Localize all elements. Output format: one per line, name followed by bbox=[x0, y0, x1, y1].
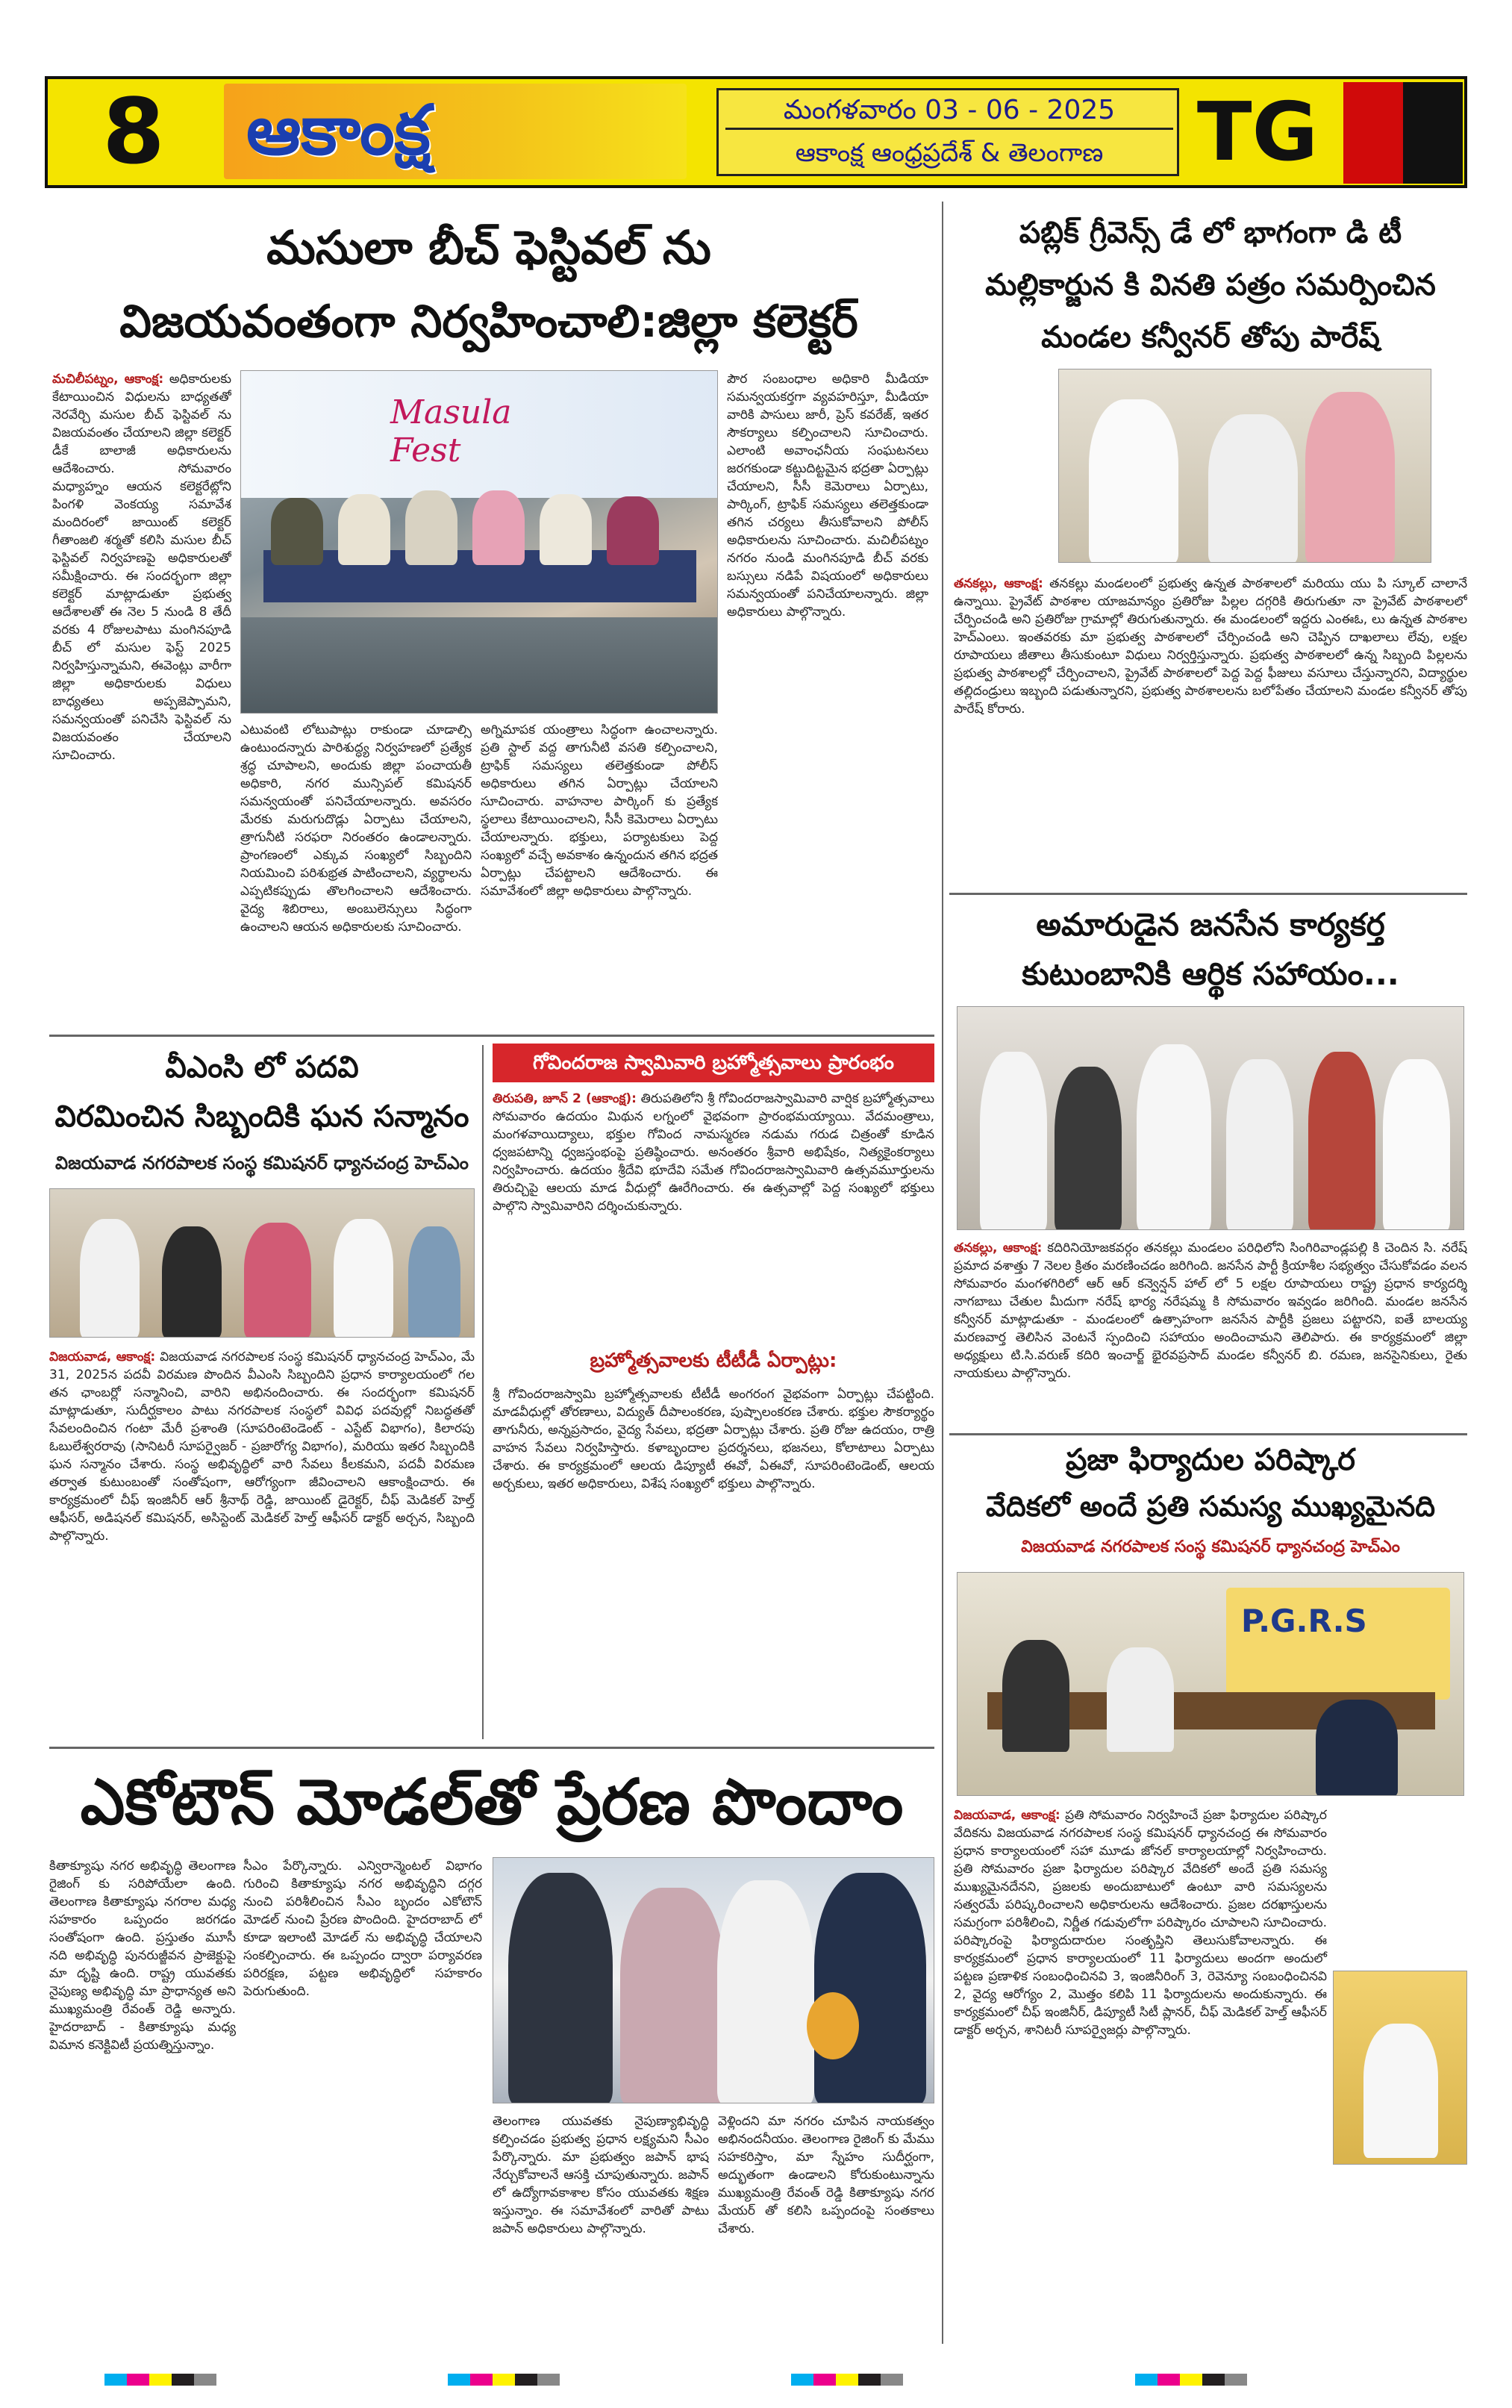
article5-title-line2: మల్లికార్జున కి వినతి పత్రం సమర్పించిన bbox=[985, 268, 1436, 302]
article7-text-wrap bbox=[954, 1806, 1327, 2039]
pgrs-banner: P.G.R.S bbox=[1241, 1603, 1367, 1639]
divider bbox=[49, 1747, 934, 1749]
article4-title: ఎకోటౌన్ మోడల్‌తో ప్రేరణ పొందాం bbox=[80, 1765, 904, 1838]
article1-photo bbox=[240, 370, 718, 714]
person bbox=[1383, 1059, 1450, 1230]
article1-title-line2: విజయవంతంగా నిర్వహించాలి:జిల్లా కలెక్టర్ bbox=[119, 296, 858, 348]
article1-column-4: పౌర సంబంధాల అధికారి మీడియా సమన్వయకర్తగా వ్యవహరిస్తూ, మీడియా వారికి పాసులు జారీ, ప్రెస్ కవరేజ్, ఇతర సౌకర్యాలు కల్పించాలని సూచించారు. ఎలాంటి అవాంఛనీయ సంఘటనలు జరగకుండా కట్టుదిట్టమైన భద్రతా ఏర్పాట్లు చేయాలని, సీసీ కెమెరాలు ఏర్పాటు, పార్కింగ్, ట్రాఫిక్ సమస్యలు తలెత్తకుండా తగిన చర్యలు తీసుకోవాలని పోలీస్ అధికారులను సూచించారు. మచిలీపట్నం నగరం నుండి మంగినపూడి బీచ్ వరకు బస్సులు నడిపే విషయంలో అధికారులు సమన్వయంతో పనిచేయాలన్నారు. జిల్లా అధికారులు పాల్గొన్నారు. bbox=[727, 372, 928, 620]
flag-black-block bbox=[1403, 82, 1463, 184]
article5-text: తనకల్లు మండలంలో ప్రభుత్వ ఉన్నత పాఠశాలలో మరియు యు పి స్కూల్ చాలానే ఉన్నాయి. ప్రైవేట్ పాఠశాల యాజమాన్యం ప్రతిరోజు పిల్లల దగ్గరికి తిరుగుతూ నా ప్రైవేట్ పాఠశాలలో చేర్పించండి అని ప్రతిరోజు గ్రామాల్లో తిరుగుతున్నారు. ఈ మండలంలో ఇద్దరు ఎంఈఓ, లు ఉన్నత పాఠశాల హెచ్ఎంలు. ఇంతవరకు మా ప్రభుత్వ పాఠశాలలో చేర్పించండి అని చెప్పిన దాఖలాలు లేవు, లక్షల రూపాయలు జీతాలు తీసుకుంటూ విధులు నిర్వర్తిస్తున్నారు. ప్రభుత్వ పాఠశాలలో ఉన్న సిబ్బంది పిల్లలను ప్రభుత్వ పాఠశాలల్లో చేర్పించాలని, ప్రైవేట్ పాఠశాలలో పెద్ద పెద్ద ఫీజులు వసూలు చేస్తున్నారని, విద్యార్థుల తల్లిదండ్రులు ఇబ్బంది పడుతున్నారని, ప్రభుత్వ పాఠశాలలను బలోపేతం చేయాలని మండల కన్వీనర్ తోపు పారేష్ కోరారు. bbox=[954, 576, 1467, 717]
article3-subheading: బ్రహ్మోత్సవాలకు టీటీడీ ఏర్పాట్లు: bbox=[590, 1350, 837, 1372]
issue-date: మంగళవారం 03 - 06 - 2025 bbox=[725, 91, 1173, 130]
person bbox=[1363, 2024, 1438, 2158]
person bbox=[1107, 1647, 1174, 1752]
printer-color-bar bbox=[104, 2374, 1448, 2389]
person bbox=[1316, 1700, 1398, 1796]
article7-title-line1: ప్రజా ఫిర్యాదుల పరిష్కార bbox=[1065, 1443, 1355, 1477]
person bbox=[1002, 1640, 1069, 1752]
divider bbox=[482, 1045, 484, 1739]
person bbox=[472, 490, 525, 565]
article4-column-3: తెలంగాణ యువతకు నైపుణ్యాభివృద్ధి కల్పించడం ప్రభుత్వ ప్రధాన లక్ష్యమని సీఎం పేర్కొన్నారు. మా ప్రభుత్వం జపాన్ భాష నేర్చుకోవాలనే ఆసక్తి చూపుతున్నారు. జపాన్ లో ఉద్యోగావకాశాల కోసం యువతకు శిక్షణ ఇస్తున్నాం. ఈ సమావేశంలో వారితో పాటు జపాన్ అధికారులు పాల్గొన్నారు. bbox=[493, 2114, 709, 2236]
article2-subtitle: విజయవాడ నగరపాలక సంస్థ కమిషనర్ ధ్యానచంద్ర హెచ్ఎం bbox=[55, 1152, 469, 1173]
article5-body bbox=[954, 575, 1467, 888]
audience bbox=[241, 617, 718, 714]
article3-body-1 bbox=[493, 1090, 934, 1344]
person bbox=[334, 1219, 393, 1338]
article7-inset-photo bbox=[1333, 1971, 1467, 2165]
person bbox=[1208, 414, 1298, 563]
article7-photo bbox=[957, 1572, 1464, 1796]
article4-column-4: వెళ్లిందని మా నగరం చూపిన నాయకత్వం అభినందనీయం. తెలంగాణ రైజింగ్ కు మేము సహకరిస్తాం, మా స్నేహం సుదీర్ఘంగా, అద్భుతంగా ఉండాలని కోరుకుంటున్నాను ముఖ్యమంత్రి రేవంత్ రెడ్డి కితాక్యూషు నగర మేయర్ తో కలిసి ఒప్పందంపై సంతకాలు చేశారు. bbox=[718, 2114, 934, 2236]
article3-text-1: తిరుపతిలోని శ్రీ గోవిందరాజస్వామివారి వార్షిక బ్రహ్మోత్సవాలు సోమవారం ఉదయం మిథున లగ్నంలో వైభవంగా ప్రారంభమయ్యాయి. వేదమంత్రాలు, మంగళవాయిద్యాలు, భక్తుల గోవింద నామస్మరణ నడుమ గరుడ చిత్రంతో కూడిన ధ్వజపటాన్ని ధ్వజస్తంభంపై ప్రతిష్ఠించారు. అనంతరం శ్రీవారి అభిషేకం, నిత్యకైంకర్యాలు నిర్వహించారు. ఉదయం శ్రీదేవి భూదేవి సమేత గోవిందరాజస్వామివారి ఉత్సవమూర్తులను తిరుచ్చిపై ఆలయ మాడ వీధుల్లో ఊరేగించారు. ఈ ఉత్సవాల్లో పెద్ద సంఖ్యలో భక్తులు పాల్గొని స్వామివారిని దర్శించుకున్నారు. bbox=[493, 1091, 934, 1214]
divider bbox=[49, 1035, 934, 1037]
article1-title-line1: మసులా బీచ్ ఫెస్టివల్ ను bbox=[266, 220, 711, 275]
article2-title-line2: విరమించిన సిబ్బందికి ఘన సన్మానం bbox=[54, 1099, 469, 1134]
person bbox=[405, 490, 457, 565]
article5-dateline: తనకల్లు, ఆకాంక్ష: bbox=[954, 576, 1043, 591]
divider bbox=[942, 202, 943, 2344]
article4-photo bbox=[493, 1857, 934, 2103]
article6-photo bbox=[957, 1006, 1464, 1230]
article3-dateline: తిరుపతి, జూన్ 2 (ఆకాంక్ష): bbox=[493, 1091, 637, 1106]
edition-code: TG bbox=[1196, 86, 1319, 179]
article6-text: కదిరినియోజకవర్గం తనకల్లు మండలం పరిధిలోని సింగిరివాండ్లపల్లి కి చెందిన సి. నరేష్ ప్రమాద వశాత్తు 7 నెలల క్రితం మరణించడం జరిగింది. జనసేన పార్టీ క్రియాశీల సభ్యత్వం చేసుకోవడం వలన సోమవారం మంగళగిరిలో ఆర్ ఆర్ కన్వెన్షన్ హాల్ లో 5 లక్షల రూపాయలు రాష్ట్ర ప్రధాన కార్యదర్శి నాగబాబు చేతుల మీదుగా నరేష్ భార్య నరేషమ్మ కి సోమవారం ఇవ్వడం జరిగింది. మండల జనసేన కన్వీనర్ మాట్లాడుతూ - మండలంలో ఉత్సాహంగా జనసేన పార్టీకి ప్రజలు పట్టారని, ఐతే బాలయ్య మరణవార్త తెలిసిన వెంటనే స్పందించి సహాయం అందించామని తెలిపారు. ఈ కార్యక్రమంలో జిల్లా అధ్యక్షులు టి.సి.వరుణ్ కదిరి ఇంచార్జ్ భైరవప్రసాద్ మండల కన్వీనర్ బి. రమణ, జనసైనికులు, రైతు నాయకులు పాల్గొన్నారు. bbox=[954, 1241, 1467, 1381]
article2-text: విజయవాడ నగరపాలక సంస్థ కమిషనర్ ధ్యానచంద్ర హెచ్ఎం, మే 31, 2025న పదవీ విరమణ పొందిన వీఎంసి సిబ్బందిని ప్రధాన కార్యాలయంలో గల తన ఛాంబర్లో సన్మానించి, వారిని అభినందించారు. ఈ సందర్భంగా కమిషనర్ మాట్లాడుతూ, సుదీర్ఘకాలం పాటు నగరపాలక సంస్థలో వివిధ పదవుల్లో నిబద్ధతతో సేవలందించిన గంటా మేరీ ప్రశాంతి (సూపరింటెండెంట్ - ఎస్టేట్ విభాగం), కిలారపు ఓబులేశ్వరరావు (సానిటరీ సూపర్వైజర్ - ప్రజారోగ్య విభాగం), మరియు ఇతర సిబ్బందికి ఘన సన్మానం చేశారు. సంస్థ అభివృద్ధిలో వారి సేవలు కీలకమని, పదవీ విరమణ తర్వాత కుటుంబంతో సంతోషంగా, ఆరోగ్యంగా జీవించాలని ఆకాంక్షించారు. ఈ కార్యక్రమంలో చీఫ్ ఇంజినీర్ ఆర్ శ్రీనాథ్ రెడ్డి, జాయింట్ డైరెక్టర్, చీఫ్ మెడికల్ హెల్త్ ఆఫీసర్, అడిషనల్ కమిషనర్, అసిస్టెంట్ మెడికల్ హెల్త్ ఆఫీసర్ డాక్టర్ అర్చన, సిబ్బంది పాల్గొన్నారు. bbox=[49, 1350, 475, 1544]
page-number: 8 bbox=[102, 81, 160, 184]
person bbox=[717, 1880, 814, 2103]
article7-dateline: విజయవాడ, ఆకాంక్ష: bbox=[954, 1808, 1060, 1823]
article5-title-line3: మండల కన్వీనర్ తోపు పారేష్ bbox=[1041, 320, 1380, 355]
article7-title-line2: వేదికలో అందే ప్రతి సమస్య ముఖ్యమైనది bbox=[985, 1490, 1436, 1523]
article5-photo bbox=[1058, 369, 1431, 563]
person bbox=[338, 494, 390, 565]
issue-region: ఆకాంక్ష ఆంధ్రప్రదేశ్ & తెలంగాణ bbox=[795, 138, 1104, 168]
person bbox=[1226, 1059, 1293, 1230]
article6-title-line1: అమారుడైన జనసేన కార్యకర్త bbox=[1036, 906, 1385, 943]
person bbox=[1089, 399, 1178, 563]
person bbox=[508, 1873, 613, 2103]
article3-title: గోవిందరాజ స్వామివారి బ్రహ్మోత్సవాలు ప్రారంభం bbox=[493, 1044, 934, 1082]
person bbox=[162, 1226, 222, 1338]
person bbox=[980, 1052, 1047, 1230]
person bbox=[244, 1223, 311, 1338]
article4-column-2: సీఎం పేర్కొన్నారు. ఎన్విరాన్మెంటల్ విభాగం గురించి కితాక్యూషు నగర అభివృద్ధిని దగ్గర నుంచి పరిశీలించిన సీఎం బృందం ఎకోటౌన్ మోడల్ నుంచి ప్రేరణ పొందింది. హైదరాబాద్ లో కూడా ఇలాంటి మోడల్ ను అభివృద్ధి చేయాలని సంకల్పించారు. ఈ ఒప్పందం ద్వారా పర్యావరణ పరిరక్షణ, పట్టణ అభివృద్ధిలో సహకారం పెరుగుతుంది. bbox=[243, 1859, 482, 1999]
masula-fest-banner: Masula Fest bbox=[390, 393, 512, 470]
person bbox=[620, 1888, 725, 2103]
person bbox=[80, 1219, 140, 1338]
article6-body bbox=[954, 1239, 1467, 1430]
person bbox=[1308, 1052, 1375, 1230]
article5-title-line1: పబ్లిక్ గ్రీవెన్స్ డే లో భాగంగా డి టీ bbox=[1019, 216, 1402, 250]
article1-column-3: అగ్నిమాపక యంత్రాలు సిద్ధంగా ఉంచాలన్నారు. ప్రతి స్టాల్ వద్ద తాగునీటి వసతి కల్పించాలని, ట్రాఫిక్ సమస్యలు తలెత్తకుండా పోలీస్ అధికారులు తగిన ఏర్పాట్లు చేయాలని సూచించారు. వాహనాల పార్కింగ్ కు ప్రత్యేక స్థలాలు కేటాయించాలని, సీసీ కెమెరాలు ఏర్పాటు చేయాలన్నారు. భక్తులు, పర్యాటకులు పెద్ద సంఖ్యలో వచ్చే అవకాశం ఉన్నందున తగిన భద్రత ఏర్పాట్లు చేపట్టాలని ఆదేశించారు. ఈ సమావేశంలో జిల్లా అధికారులు పాల్గొన్నారు. bbox=[481, 723, 718, 899]
newspaper-logo: ఆకాంక్ష bbox=[246, 90, 431, 170]
article4-column-1: కితాక్యూషు నగర అభివృద్ధి తెలంగాణ రైజింగ్ కు సరిపోయేలా ఉంది. తెలంగాణ కితాక్యూషు నగరాల మధ్య సహకారం ఒప్పందం జరగడం సంతోషంగా ఉంది. ప్రస్తుతం మూసీ నది అభివృద్ధి పునరుజ్జీవన ప్రాజెక్టుపై మా దృష్టి ఉంది. రాష్ట్ర యువతకు నైపుణ్య అభివృద్ధి మా ప్రాధాన్యత అని ముఖ్యమంత్రి రేవంత్ రెడ్డి అన్నారు. హైదరాబాద్ - కితాక్యూషు మధ్య విమాన కనెక్టివిటీ ప్రయత్నిస్తున్నాం. bbox=[49, 1859, 236, 2053]
article2-photo bbox=[49, 1188, 475, 1338]
article6-title-line2: కుటుంబానికి ఆర్థిక సహాయం... bbox=[1022, 955, 1399, 992]
article1-column-2: ఎటువంటి లోటుపాట్లు రాకుండా చూడాల్సి ఉంటుందన్నారు పారిశుద్ధ్య నిర్వహణలో ప్రత్యేక శ్రద్ధ చూపాలని, అందుకు జిల్లా పంచాయతీ అధికారి, నగర మున్సిపల్ కమిషనర్ సమన్వయంతో పనిచేయాలన్నారు. అవసరం మేరకు మరుగుదొడ్లు ఏర్పాటు చేయాలని, త్రాగునీటి సరఫరా నిరంతరం ఉండాలన్నారు. ప్రాంగణంలో ఎక్కువ సంఖ్యలో సిబ్బందిని నియమించి పరిశుభ్రత పాటించాలని, వ్యర్థాలను ఎప్పటికప్పుడు తొలగించాలని ఆదేశించారు. వైద్య శిబిరాలు, అంబులెన్సులు సిద్ధంగా ఉంచాలని ఆయన అధికారులకు సూచించారు. bbox=[240, 723, 472, 935]
person bbox=[1305, 392, 1395, 563]
person bbox=[607, 496, 659, 565]
person bbox=[408, 1226, 460, 1338]
article3-body-2: శ్రీ గోవిందరాజస్వామి బ్రహ్మోత్సవాలకు టీటీడీ అంగరంగ వైభవంగా ఏర్పాట్లు చేపట్టింది. మాడవీధుల్లో తోరణాలు, విద్యుత్ దీపాలంకరణ, పుష్పాలంకరణ చేశారు. భక్తుల సౌకర్యార్థం తాగునీరు, అన్నప్రసాదం, వైద్య సేవలు, భద్రతా ఏర్పాట్లు చేశారు. ప్రతి రోజు ఉదయం, రాత్రి వాహన సేవలు నిర్వహిస్తారు. కళాబృందాల ప్రదర్శనలు, భజనలు, కోలాటాలు ఏర్పాటు చేశారు. ఈ కార్యక్రమంలో ఆలయ డిప్యూటీ ఈవో, ఏఈవో, సూపరింటెండెంట్, ఆలయ అర్చకులు, ఇతర అధికారులు, విశేష సంఖ్యలో భక్తులు పాల్గొన్నారు. bbox=[493, 1387, 934, 1491]
article2-dateline: విజయవాడ, ఆకాంక్ష: bbox=[49, 1350, 156, 1364]
person bbox=[540, 494, 592, 565]
person bbox=[1137, 1044, 1211, 1230]
person bbox=[814, 1873, 926, 2103]
article1-dateline: మచిలీపట్నం, ఆకాంక్ష: bbox=[52, 372, 164, 387]
gift-figurine bbox=[807, 1992, 859, 2059]
article1-column-1 bbox=[52, 370, 231, 1027]
article7-text: ప్రతి సోమవారం నిర్వహించే ప్రజా ఫిర్యాదుల పరిష్కార వేదికను విజయవాడ నగరపాలక సంస్థ కమిషనర్ ధ్యానచంద్ర ఈ సోమవారం ప్రధాన కార్యాలయంలో సహా మూడు జోనల్ కార్యాలయాల్లో నిర్వహించారు. ప్రతి సోమవారం ప్రజా ఫిర్యాదుల పరిష్కార వేదికలో అందే ప్రతి సమస్య ముఖ్యమైనదేనని, ప్రజలకు అందుబాటులో ఉంటూ వారి సమస్యలను సత్వరమే పరిష్కరించాలని అధికారులను ఆదేశించారు. ప్రజల దరఖాస్తులను సమగ్రంగా పరిశీలించి, నిర్ణీత గడువులోగా పరిష్కారం చూపాలని సూచించారు. పరిష్కారంపై ఫిర్యాదుదారుల సంతృప్తిని తెలుసుకోవాలన్నారు. ఈ కార్యక్రమంలో ప్రధాన కార్యాలయంలో 11 ఫిర్యాదులు అందగా అందులో పట్టణ ప్రణాళిక సంబంధించినవి 3, ఇంజినీరింగ్ 3, రెవెన్యూ సంబంధించినవి 2, వైద్య ఆరోగ్యం 2, మొత్తం కలిపి 11 ఫిర్యాదులను అందుకున్నారు. ఈ కార్యక్రమంలో చీఫ్ ఇంజినీర్, డిప్యూటీ సిటీ ప్లానర్, చీఫ్ మెడికల్ హెల్త్ ఆఫీసర్ డాక్టర్ అర్చన, శానిటరీ సూపర్వైజర్లు పాల్గొన్నారు. bbox=[954, 1808, 1327, 2038]
person bbox=[1055, 1067, 1122, 1230]
flag-red-block bbox=[1343, 82, 1403, 184]
article2-title-line1: వీఎంసి లో పదవి bbox=[165, 1050, 359, 1085]
divider bbox=[949, 1433, 1467, 1435]
article6-dateline: తనకల్లు, ఆకాంక్ష: bbox=[954, 1241, 1043, 1256]
divider bbox=[949, 893, 1467, 895]
article7-subtitle: విజయవాడ నగరపాలక సంస్థ కమిషనర్ ధ్యానచంద్ర హెచ్ఎం bbox=[1021, 1538, 1400, 1556]
person bbox=[271, 498, 323, 565]
article2-body bbox=[49, 1348, 475, 1736]
article7-body bbox=[954, 1806, 1467, 2344]
article1-col1-text: అధికారులకు కేటాయించిన విధులను బాధ్యతతో నెరవేర్చి మసుల బీచ్ ఫెస్టివల్ ను విజయవంతం చేయాలని జిల్లా కలెక్టర్ డీకే బాలాజీ అధికారులను ఆదేశించారు. సోమవారం మధ్యాహ్నం ఆయన కలెక్టరేట్లోని పింగళి వెంకయ్య సమావేశ మందిరంలో జాయింట్ కలెక్టర్ గీతాంజలి శర్మతో కలిసి మసుల బీచ్ ఫెస్టివల్ నిర్వహణపై అధికారులతో సమీక్షించారు. ఈ సందర్భంగా జిల్లా కలెక్టర్ మాట్లాడుతూ ప్రభుత్వ ఆదేశాలతో ఈ నెల 5 నుండి 8 తేదీ వరకు 4 రోజులపాటు మంగినపూడి బీచ్ లో మసుల ఫెస్ట్ 2025 నిర్వహిస్తున్నామని, ఈవెంట్లు వారీగా జిల్లా అధికారులకు విధులు బాధ్యతలు అప్పజెప్పామని, సమన్వయంతో పనిచేసి ఫెస్టివల్ ను విజయవంతం చేయాలని సూచించారు. bbox=[52, 372, 231, 763]
